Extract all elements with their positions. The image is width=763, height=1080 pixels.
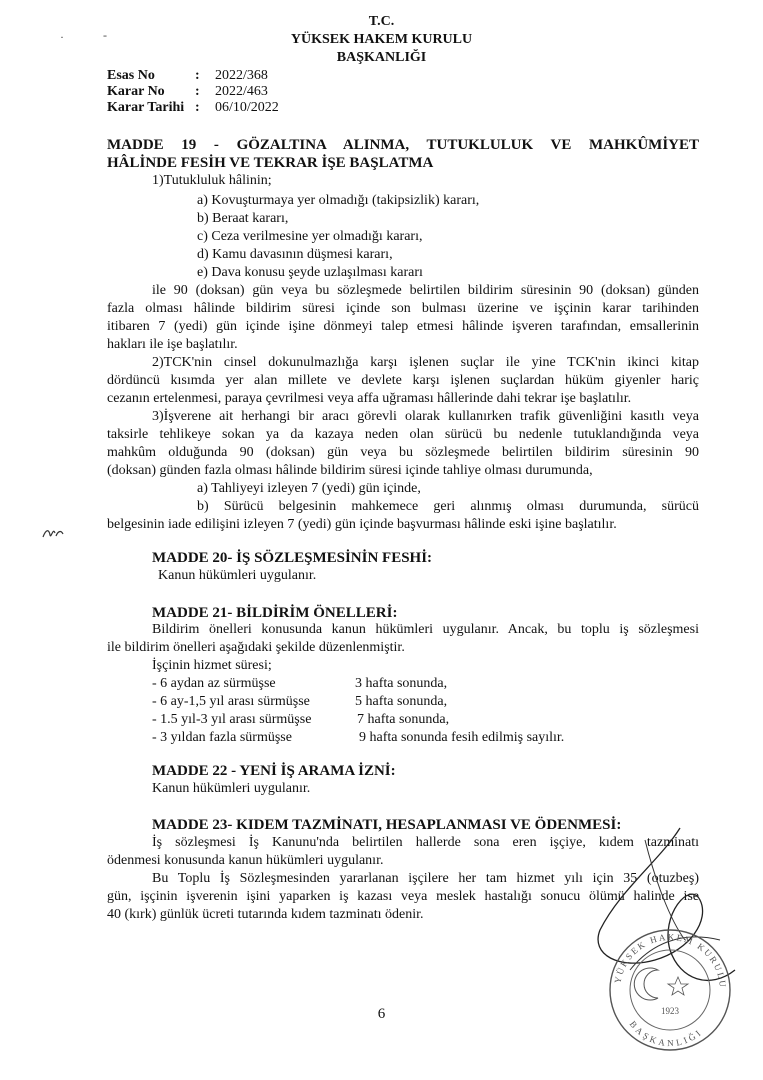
madde19-p1-line: itibaren 7 (yedi) gün içinde işine dönmeyi talep etmesi hâlinde işveren tarafından, emsallerinin — [107, 319, 699, 334]
madde23-p1-line: ödenmesi konusunda kanun hükümleri uygulanır. — [107, 853, 384, 868]
seal-year: 1923 — [661, 1006, 679, 1016]
madde19-item: a) Kovuşturmaya yer olmadığı (takipsizlik) kararı, — [197, 193, 480, 208]
madde21-body-line: Bildirim önelleri konusunda kanun hükümleri uygulanır. Ancak, bu toplu iş sözleşmesi — [152, 622, 699, 637]
meta-label: Karar Tarihi — [107, 100, 185, 115]
meta-value: 2022/368 — [215, 68, 268, 83]
notice-period: - 1.5 yıl-3 yıl arası sürmüşse — [152, 712, 312, 727]
madde19-p1-intro: 1)Tutukluluk hâlinin; — [152, 173, 272, 188]
madde19-p3-line: mahkûm olduğunda 90 (doksan) gün veya bu sözleşmede belirtilen bildirim süresinin 90 — [107, 445, 699, 460]
madde22-title: MADDE 22 - YENİ İŞ ARAMA İZNİ: — [152, 763, 396, 779]
meta-label: Karar No — [107, 84, 165, 99]
madde19-p2-line: cezanın ertelenmesi, paraya çevrilmesi veya affa uğraması hâllerinde dahi tekrar işe başlatılır. — [107, 391, 632, 406]
madde21-title: MADDE 21- BİLDİRİM ÖNELLERİ: — [152, 605, 398, 621]
notice-duration: 9 hafta sonunda fesih edilmiş sayılır. — [359, 730, 565, 745]
madde23-p1-line: İş sözleşmesi İş Kanunu'nda belirtilen hallerde sona eren işçiye, kıdem tazminatı — [152, 835, 699, 850]
notice-duration: 5 hafta sonunda, — [355, 694, 448, 709]
meta-value: 06/10/2022 — [215, 100, 279, 115]
page-number: 6 — [377, 1006, 386, 1022]
madde20-title: MADDE 20- İŞ SÖZLEŞMESİNİN FESHİ: — [152, 550, 433, 566]
madde19-item: d) Kamu davasının düşmesi kararı, — [197, 247, 393, 262]
notice-period: - 3 yıldan fazla sürmüşse — [152, 730, 292, 745]
signature-and-seal — [560, 820, 760, 1060]
madde19-p1-line: ile 90 (doksan) gün veya bu sözleşmede belirtilen bildirim süresinin 90 (doksan) günden — [152, 283, 699, 298]
handwritten-initials — [40, 523, 66, 543]
madde19-p2-line: 2)TCK'nin cinsel dokunulmazlığa karşı işlenen suçlar ile yine TCK'nin ikinci kitap — [152, 355, 699, 370]
scan-mark: - — [103, 28, 107, 42]
madde19-title-line1: MADDE 19 - GÖZALTINA ALINMA, TUTUKLULUK VE MAHKÛMİYET — [107, 137, 699, 153]
notice-duration: 3 hafta sonunda, — [355, 676, 448, 691]
notice-period: - 6 ay-1,5 yıl arası sürmüşse — [152, 694, 310, 709]
meta-karar-no — [107, 84, 268, 100]
madde19-item: b) Beraat kararı, — [197, 211, 289, 226]
madde19-p1-line: fazla olması hâlinde bildirim süresi içinde son bulması üzerine ve işçinin karar tarihinden — [107, 301, 699, 316]
svg-text:BAŞKANLIĞI — [628, 1019, 705, 1048]
seal-ring-bottom-text: BAŞKANLIĞI — [627, 1018, 705, 1049]
madde23-p2-line: gün, işçinin işverenin işini yaparken iş kazası veya meslek hastalığı sonucu ölümü halinde ise — [107, 889, 699, 904]
seal-ring-top-text: YÜKSEK HAKEM KURULU — [612, 931, 729, 990]
meta-value: 2022/463 — [215, 84, 268, 99]
meta-label: Esas No — [107, 68, 155, 83]
madde19-p3-b-cont: belgesinin iade edilişini izleyen 7 (yedi) gün içinde başvurması hâlinde eski işine başlatılır. — [107, 517, 617, 532]
madde21-intro: İşçinin hizmet süresi; — [152, 658, 272, 673]
meta-karar-tarihi — [107, 100, 279, 116]
madde22-body: Kanun hükümleri uygulanır. — [152, 781, 311, 796]
meta-colon: : — [195, 84, 200, 99]
madde21-body-line: ile bildirim önelleri aşağıdaki şekilde düzenlenmiştir. — [107, 640, 405, 655]
meta-colon: : — [195, 100, 200, 115]
madde19-p3-line: (doksan) günden fazla olması hâlinde bildirim süresi içinde tahliye olması durumunda, — [107, 463, 593, 478]
header-institution: YÜKSEK HAKEM KURULU — [290, 32, 473, 47]
madde19-p2-line: dördüncü kısımda yer alan millete ve devlete karşı işlenen suçlardan hüküm giyenler hariç — [107, 373, 699, 388]
madde20-body: Kanun hükümleri uygulanır. — [158, 568, 317, 583]
madde19-p3-line: 3)İşverene ait herhangi bir aracı görevli olarak kullanırken trafik güvenliğini kasıtlı veya — [152, 409, 699, 424]
header-presidency: BAŞKANLIĞI — [336, 50, 427, 65]
madde23-p2-line: 40 (kırk) günlük ücreti tutarında kıdem tazminatı ödenir. — [107, 907, 424, 922]
madde19-p1-line: hakları ile işe başlatılır. — [107, 337, 238, 352]
madde19-item: c) Ceza verilmesine yer olmadığı kararı, — [197, 229, 423, 244]
madde23-title: MADDE 23- KIDEM TAZMİNATI, HESAPLANMASI VE ÖDENMESİ: — [152, 817, 622, 833]
madde19-item: e) Dava konusu şeyde uzlaşılması kararı — [197, 265, 423, 280]
notice-duration: 7 hafta sonunda, — [357, 712, 450, 727]
madde19-title-line2: HÂLİNDE FESİH VE TEKRAR İŞE BAŞLATMA — [107, 155, 434, 171]
meta-colon: : — [195, 68, 200, 83]
scan-mark: · — [60, 30, 64, 44]
header-tc: T.C. — [368, 14, 395, 29]
notice-period: - 6 aydan az sürmüşse — [152, 676, 276, 691]
madde19-p3-line: taksirle tehlikeye sokan ya da kazaya neden olan sürücü bu nedenle tutuklandığında veya — [107, 427, 699, 442]
madde19-p3-b: b) Sürücü belgesinin mahkemece geri alınmış olması durumunda, sürücü — [197, 499, 699, 514]
madde23-p2-line: Bu Toplu İş Sözleşmesinden yararlanan işçilere her tam hizmet yılı için 35 (otuzbeş) — [152, 871, 699, 886]
madde19-p3-a: a) Tahliyeyi izleyen 7 (yedi) gün içinde, — [197, 481, 421, 496]
meta-esas-no — [107, 68, 268, 84]
